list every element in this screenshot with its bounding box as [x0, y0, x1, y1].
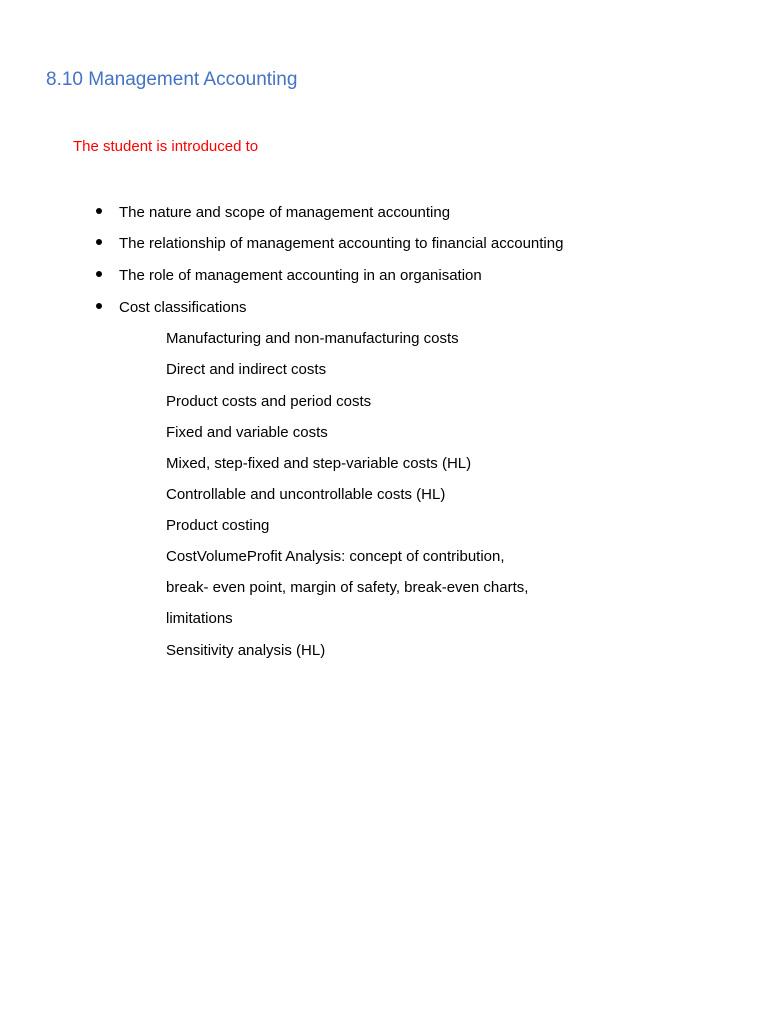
sub-list-item: Fixed and variable costs: [166, 424, 328, 441]
sub-list-item: Sensitivity analysis (HL): [166, 642, 326, 659]
sub-list-item: break- even point, margin of safety, break-even charts,: [166, 579, 529, 596]
sub-list-item: Product costs and period costs: [166, 393, 372, 410]
sub-list-item: Manufacturing and non-manufacturing costs: [166, 330, 459, 347]
bullet-icon: [96, 208, 102, 214]
bullet-icon: [96, 239, 102, 245]
bullet-icon: [96, 271, 102, 277]
intro-text: The student is introduced to: [73, 138, 259, 155]
list-item-text: The nature and scope of management accounting: [119, 204, 451, 221]
list-item-text: Cost classifications: [119, 299, 247, 316]
sub-list-item: Direct and indirect costs: [166, 361, 327, 378]
list-item: [96, 298, 247, 318]
list-item: [96, 203, 450, 223]
sub-list-item: CostVolumeProfit Analysis: concept of contribution,: [166, 548, 505, 565]
section-heading: 8.10 Management Accounting: [46, 69, 298, 90]
list-item: [96, 234, 563, 254]
sub-list-item: Mixed, step-fixed and step-variable costs (HL): [166, 455, 472, 472]
list-item: [96, 266, 482, 286]
sub-list-item: Controllable and uncontrollable costs (HL): [166, 486, 446, 503]
sub-list-item: Product costing: [166, 517, 270, 534]
bullet-icon: [96, 303, 102, 309]
list-item-text: The role of management accounting in an organisation: [119, 267, 482, 284]
sub-list-item: limitations: [166, 610, 233, 627]
list-item-text: The relationship of management accounting to financial accounting: [119, 235, 564, 252]
